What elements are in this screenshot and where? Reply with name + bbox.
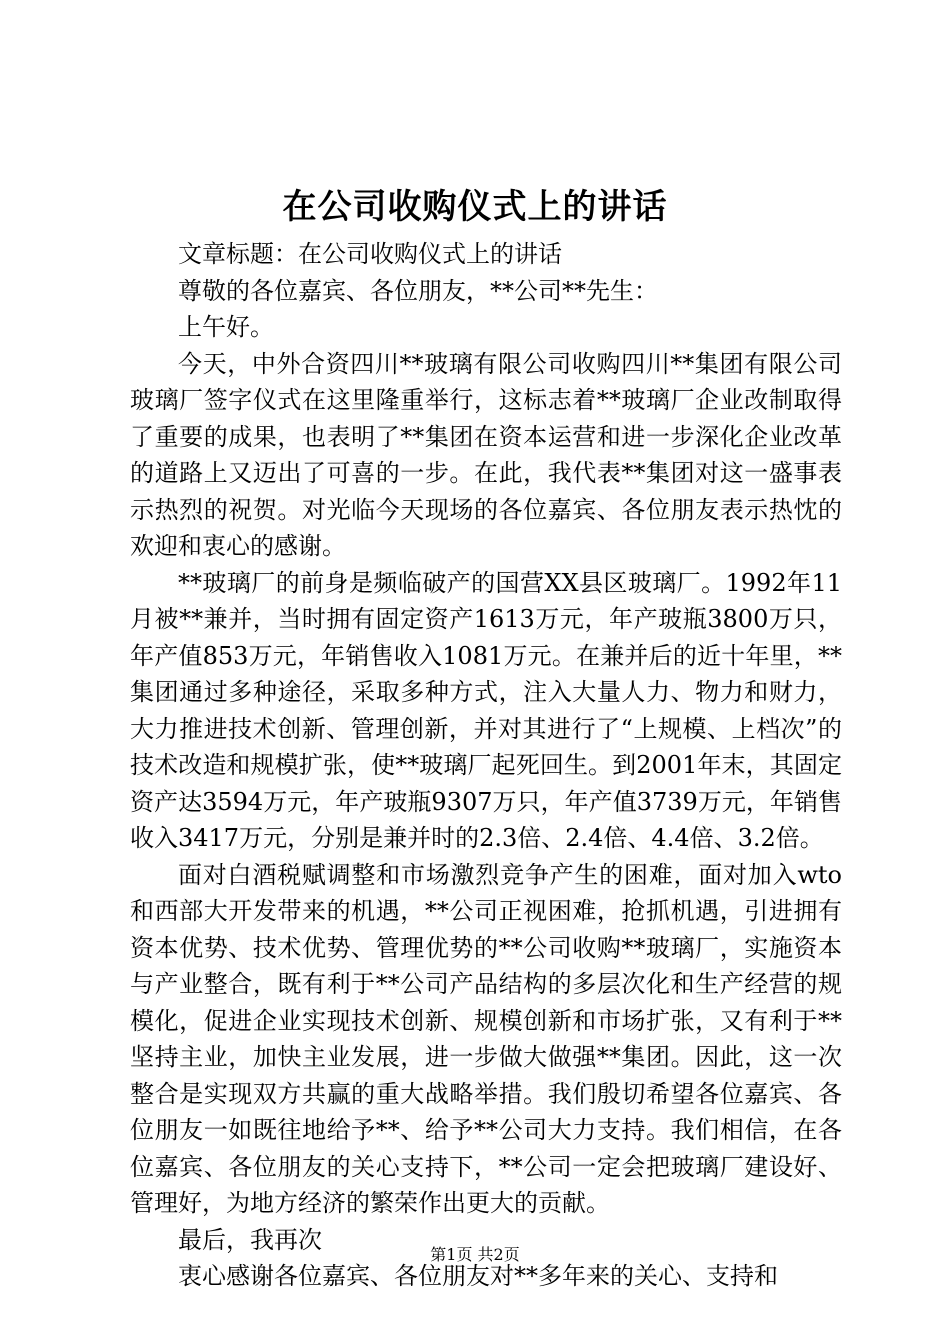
paragraph-closing-start: 最后，我再次 <box>178 1225 322 1254</box>
paragraph-history: **玻璃厂的前身是频临破产的国营XX县区玻璃厂。1992年11月被**兼并，当时拥有固定资产1613万元，年产玻瓶3800万只，年产值853万元，年销售收入1081万元。在兼并后的近十年里，**集团通过多种途径，采取多种方式，注入大量人力、物力和财力，大力推进技术创新、管理创新，并对其进行了“上规模、上档次”的技术改造和规模扩张，使**玻璃厂起死回生。到2001年末，其固定资产达3594万元，年产玻瓶9307万只，年产值3739万元，年销售收入3417万元，分别是兼并时的2.3倍、2.4倍、4.4倍、3.2倍。 <box>130 568 842 852</box>
paragraph-opening: 今天，中外合资四川**玻璃有限公司收购四川**集团有限公司玻璃厂签字仪式在这里隆重举行，这标志着**玻璃厂企业改制取得了重要的成果，也表明了**集团在资本运营和进一步深化企业改革的道路上又迈出了可喜的一步。在此，我代表**集团对这一盛事表示热烈的祝贺。对光临今天现场的各位嘉宾、各位朋友表示热忱的欢迎和衷心的感谢。 <box>130 349 842 560</box>
page-footer: 第1页 共2页 <box>430 1245 520 1264</box>
paragraph-thanks: 衷心感谢各位嘉宾、各位朋友对**多年来的关心、支持和 <box>178 1262 778 1290</box>
salutation: 尊敬的各位嘉宾、各位朋友，**公司**先生： <box>178 276 658 305</box>
document-body <box>130 236 842 1295</box>
document-title: 在公司收购仪式上的讲话 <box>282 187 668 227</box>
greeting: 上午好。 <box>178 313 274 341</box>
article-title-line: 文章标题：在公司收购仪式上的讲话 <box>178 240 562 268</box>
paragraph-integration: 面对白酒税赋调整和市场激烈竞争产生的困难，面对加入wto和西部大开发带来的机遇，**公司正视困难，抢抓机遇，引进拥有资本优势、技术优势、管理优势的**公司收购**玻璃厂，实施资本与产业整合，既有利于**公司产品结构的多层次化和生产经营的规模化，促进企业实现技术创新、规模创新和市场扩张，又有利于**坚持主业，加快主业发展，进一步做大做强**集团。因此，这一次整合是实现双方共赢的重大战略举措。我们殷切希望各位嘉宾、各位朋友一如既往地给予**、给予**公司大力支持。我们相信，在各位嘉宾、各位朋友的关心支持下，**公司一定会把玻璃厂建设好、管理好，为地方经济的繁荣作出更大的贡献。 <box>130 860 842 1217</box>
